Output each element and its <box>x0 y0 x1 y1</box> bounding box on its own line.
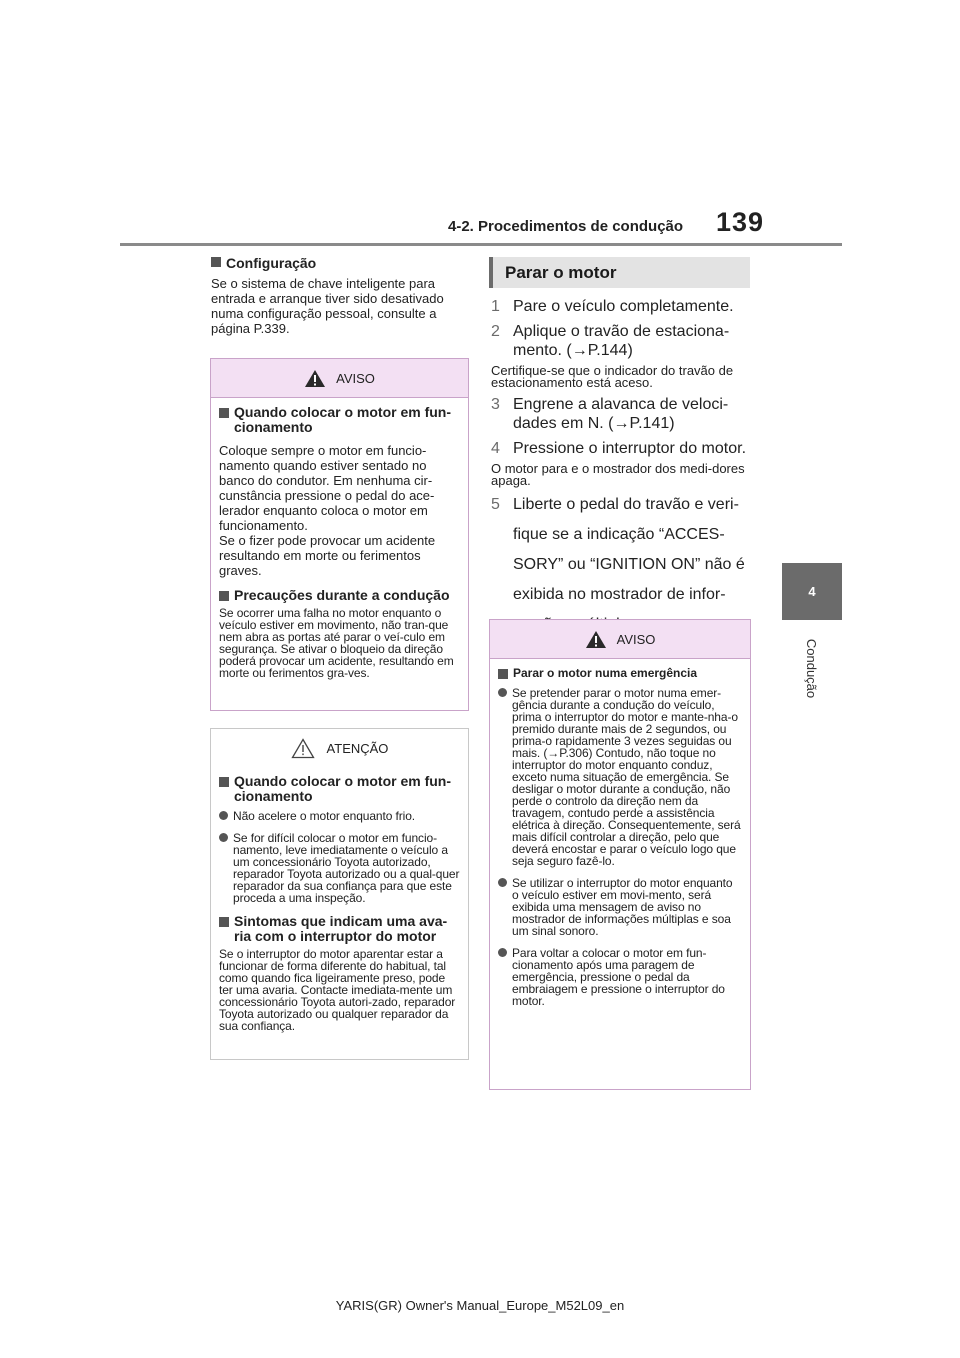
warning-header <box>490 620 750 659</box>
config-heading-text: Configuração <box>226 255 317 271</box>
warning-text: Se o fizer pode provocar um acidente resultando em morte ou ferimentos graves. <box>219 533 436 578</box>
warning-bullet: Se pretender parar o motor numa emer-gência durante a condução do veículo, prima o interruptor do motor e mante-nha-o premido durante mais de 2 segundos, ou prima-o rapidamente 3 vezes seguidas ou mais. (→P.306) Contudo, não toque no interruptor do motor enquanto conduz, exceto numa situação de emergência. Se desligar o motor durante a condução, não perde o controlo da direção nem da travagem, contudo perde a assistência elétrica à direção. Consequentemente, será mais difícil controlar a direção, pelo que deverá encostar e parar o veículo logo que seja seguro fazê-lo. <box>498 687 742 867</box>
stop-engine-title: Parar o motor <box>489 257 750 288</box>
caution-label: ATENÇÃO <box>326 740 389 756</box>
section-title: 4-2. Procedimentos de condução <box>448 218 684 235</box>
warning-triangle-icon <box>585 630 607 649</box>
warning-subheading: Precauções durante a condução <box>219 588 460 603</box>
caution-subheading: Sintomas que indicam uma ava-ria com o interruptor do motor <box>219 914 460 944</box>
square-bullet-icon <box>219 917 229 927</box>
warning-text: Se ocorrer uma falha no motor enquanto o veículo estiver em movimento, não tran-que nem abra as portas até parar o veí-culo em segurança. Se ativar o bloqueio da direção poderá provocar um acidente, resultando em morte ou ferimentos gra-ves. <box>219 606 454 680</box>
config-text: Se o sistema de chave inteligente para entrada e arranque tiver sido desativado numa configuração pessoal, consulte a página P.339. <box>211 276 444 336</box>
caution-text: Se o interruptor do motor aparentar estar a funcionar de forma diferente do habitual, tal como quando fica ligeiramente preso, pode ter uma avaria. Contacte imediata-mente um concessionário Toyota autori-zado, reparador Toyota autorizado ou qualquer reparador da sua confiança. <box>219 947 456 1033</box>
chapter-label <box>797 630 827 706</box>
caution-box <box>210 728 469 1060</box>
square-bullet-icon <box>498 669 508 679</box>
round-bullet-icon <box>498 878 507 887</box>
step-2-note: Certifique-se que o indicador do travão de estacionamento está aceso. <box>491 363 734 390</box>
warning-label: AVISO <box>336 370 375 386</box>
chapter-tab: 4 <box>782 563 842 620</box>
page-number: 139 <box>716 207 765 237</box>
round-bullet-icon <box>219 833 228 842</box>
caution-bullet: Não acelere o motor enquanto frio. <box>219 810 460 822</box>
warning-box-2 <box>489 619 751 1090</box>
square-bullet-icon <box>219 408 229 418</box>
square-bullet-icon <box>211 257 221 267</box>
step-1: 1 Pare o veículo completamente. <box>491 298 734 315</box>
round-bullet-icon <box>498 688 507 697</box>
step-2: 2 Aplique o travão de estaciona-mento. (→P.144) <box>491 323 730 359</box>
round-bullet-icon <box>498 948 507 957</box>
square-bullet-icon <box>219 591 229 601</box>
warning-box-1 <box>210 358 469 711</box>
warning-text: Coloque sempre o motor em funcio-namento quando estiver sentado no banco do condutor. Em nenhuma cir-cunstância pressione o pedal do ace-lerador enquanto coloca o motor em funcionamento. <box>219 443 435 533</box>
warning-subheading: Quando colocar o motor em fun-cionamento <box>219 405 460 435</box>
warning-label: AVISO <box>616 631 656 647</box>
warning-triangle-icon <box>304 369 326 388</box>
square-bullet-icon <box>219 777 229 787</box>
warning-bullet: Para voltar a colocar o motor em fun-cionamento após uma paragem de emergência, pressione o pedal da embraiagem e pressione o interruptor do motor. <box>498 947 742 1007</box>
steps-list <box>491 297 753 640</box>
caution-triangle-icon <box>291 738 315 759</box>
caution-bullet: Se for difícil colocar o motor em funcio-namento, leve imediatamente o veículo a um concessionário Toyota autorizado, reparador Toyota autorizado ou a qual-quer reparador da sua confiança para que este proceda a uma inspeção. <box>219 832 460 904</box>
step-3: 3 Engrene a alavanca de veloci-dades em N. (→P.141) <box>491 396 729 432</box>
chapter-label-text: Condução <box>804 638 820 698</box>
step-4: 4 Pressione o interruptor do motor. <box>491 440 747 457</box>
step-5: 5 Liberte o pedal do travão e veri-fique se a indicação “ACCES-SORY” ou “IGNITION ON” não é exibida no mostrador de infor- <box>491 496 745 603</box>
warning-subheading: Parar o motor numa emergência <box>498 666 742 681</box>
warning-header <box>211 359 468 398</box>
caution-header <box>211 729 468 767</box>
warning-bullet: Se utilizar o interruptor do motor enquanto o veículo estiver em movi-mento, será exibida uma mensagem de aviso no mostrador de informações múltiplas e soa um sinal sonoro. <box>498 877 742 937</box>
caution-subheading: Quando colocar o motor em fun-cionamento <box>219 774 460 804</box>
footer: YARIS(GR) Owner's Manual_Europe_M52L09_en <box>335 1298 625 1313</box>
header-rule <box>120 243 842 246</box>
step-4-note: O motor para e o mostrador dos medi-dores apaga. <box>491 461 745 488</box>
round-bullet-icon <box>219 811 228 820</box>
config-heading <box>211 255 316 271</box>
